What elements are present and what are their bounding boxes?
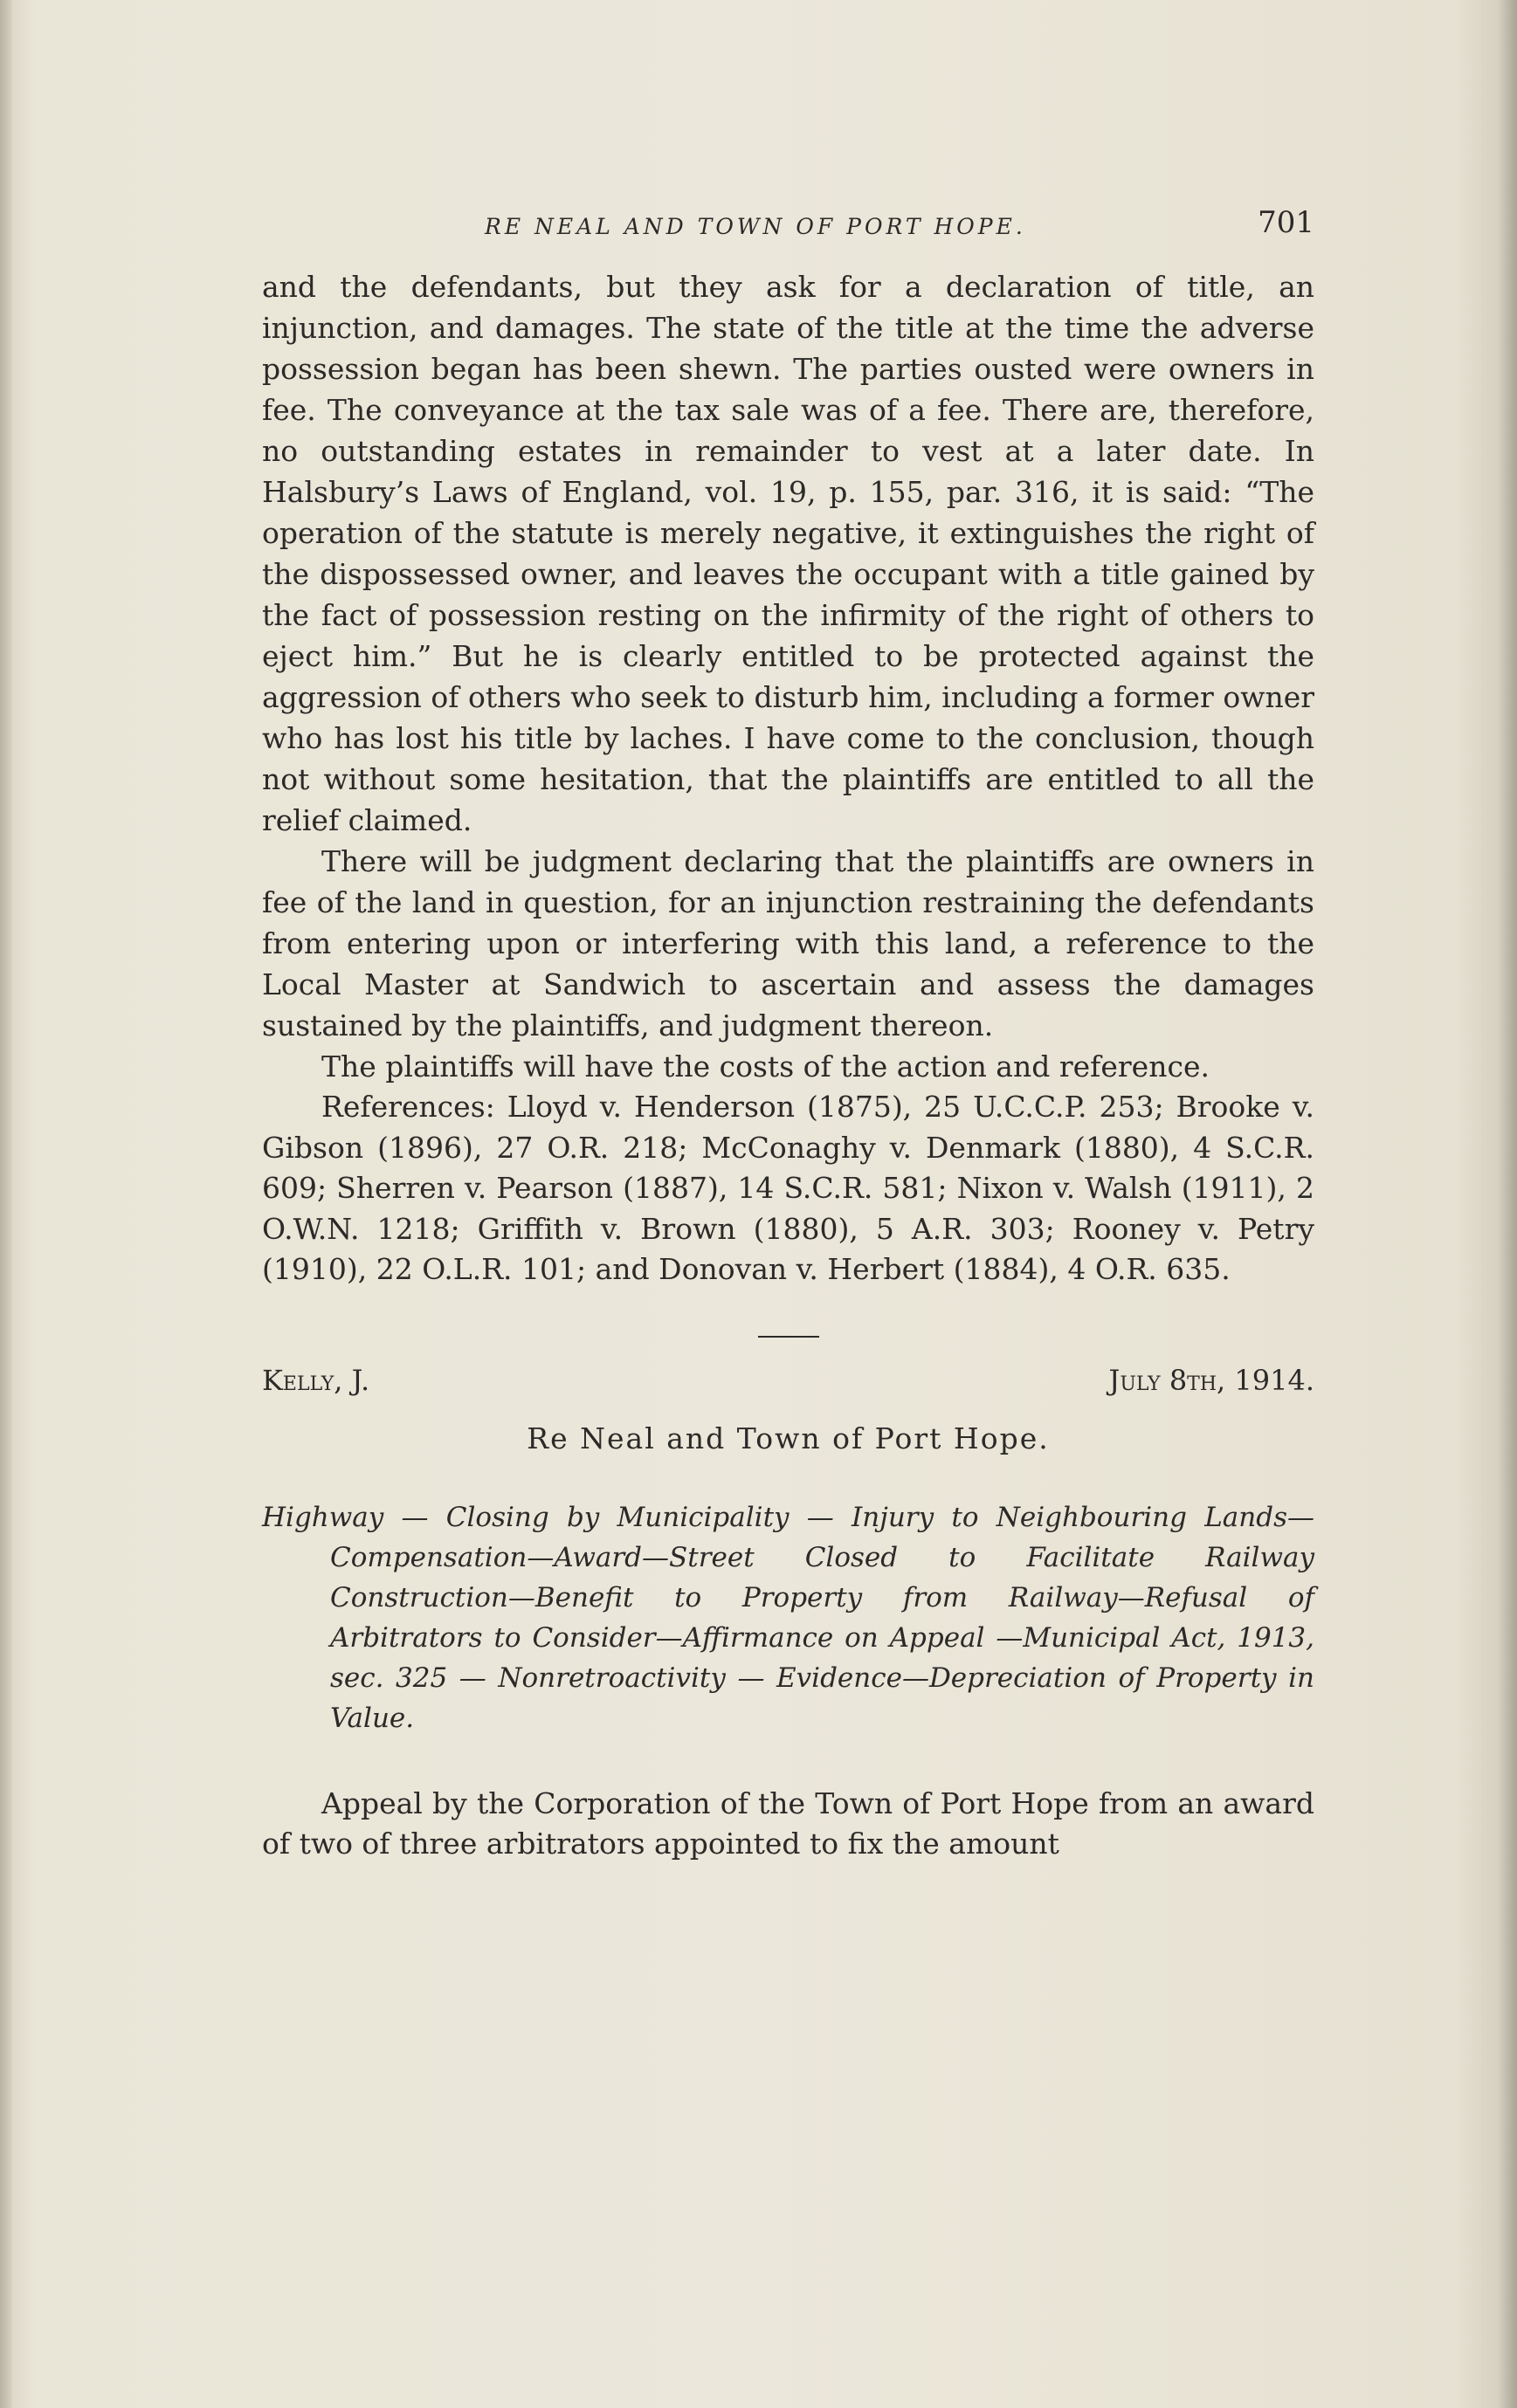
running-head (262, 205, 1314, 266)
references-paragraph: References: Lloyd v. Henderson (1875), 25 U.C.C.P. 253; Brooke v. Gibson (1896), 27 O.R. 218; McConaghy v. Denmark (1880), 4 S.C.R. 609; Sherren v. Pearson (1887), 14 S.C.R. 581; Nixon v. Walsh (1911), 2 O.W.N. 1218; Griffith v. Brown (1880), 5 A.R. 303; Rooney v. Petry (1910), 22 O.L.R. 101; and Donovan v. Herbert (1884), 4 O.R. 635. (262, 1090, 1314, 1286)
judgment-date: July 8th, 1914. (1108, 1363, 1314, 1397)
page-gutter (0, 0, 12, 2408)
judge-name: Kelly, J. (262, 1363, 370, 1397)
paragraph-costs: The plaintiffs will have the costs of the action and reference. (321, 1049, 1210, 1084)
case-intro-paragraph: Appeal by the Corporation of the Town of Port Hope from an award of two of three arbitrators appointed to fix the amount (262, 1785, 1314, 1861)
headnote: Highway — Closing by Municipality — Injury to Neighbouring Lands—Compensation—Award—Street Closed to Facilitate Railway Construction—Benefit to Property from Railway—Refusal of Arbitrators to Consider—Affirmance on Appeal —Municipal Act, 1913, sec. 325 — Nonretroactivity — Evidence—Depreciation of Property in Value. (262, 1501, 1314, 1734)
text-column (262, 205, 1314, 1893)
case-title: Re Neal and Town of Port Hope. (527, 1421, 1050, 1455)
case-header (262, 1364, 1314, 1418)
running-head-title: RE NEAL AND TOWN OF PORT HOPE. (485, 214, 1026, 239)
paragraph-continued: and the defendants, but they ask for a declaration of title, an injunction, and damages. The state of the title at the time the adverse possession began has been shewn. The parties ousted were owners in fee. The conveyance at the tax sale was of a fee. There are, therefore, no outstanding estates in remainder to vest at a later date. In Halsbury’s Laws of England, vol. 19, p. 155, par. 316, it is said: “The operation of the statute is merely negative, it extinguishes the right of the dispossessed owner, and leaves the occupant with a title gained by the fact of possession resting on the infirmity of the right of others to eject him.” But he is clearly entitled to be protected against the aggression of others who seek to disturb him, including a former owner who has lost his title by laches. I have come to the conclusion, though not without some hesitation, that the plaintiffs are entitled to all the relief claimed. (262, 270, 1314, 837)
paragraph-judgment: There will be judgment declaring that the plaintiffs are owners in fee of the land in question, for an injunction restraining the defendants from entering upon or interfering with this land, a reference to the Local Master at Sandwich to ascertain and assess the damages sustained by the plaintiffs, and judgment thereon. (262, 844, 1314, 1042)
page-edge (1498, 0, 1517, 2408)
page-number: 701 (1258, 205, 1314, 240)
section-divider (758, 1336, 819, 1338)
